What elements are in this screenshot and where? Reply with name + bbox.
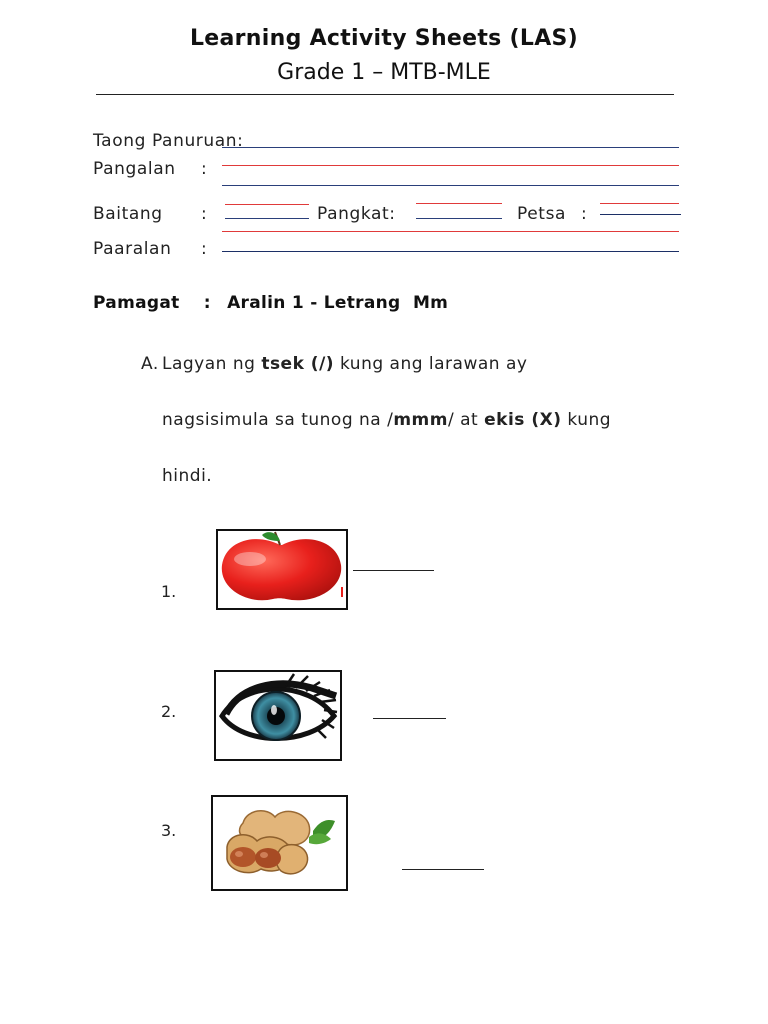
peanut-icon xyxy=(213,797,345,888)
item-3-number: 3. xyxy=(161,821,177,840)
baitang-label: Baitang xyxy=(93,204,163,224)
item-2-number: 2. xyxy=(161,702,177,721)
item-3-picture-frame xyxy=(211,795,348,891)
pamagat-label: Pamagat xyxy=(93,293,180,313)
pangalan-line-red[interactable] xyxy=(222,165,679,166)
pangkat-line-blue[interactable] xyxy=(416,218,502,219)
mmm-emphasis: mmm xyxy=(393,410,448,430)
taong-panuruan-line[interactable] xyxy=(222,147,679,148)
item-2-picture-frame xyxy=(214,670,342,761)
paaralan-line-red[interactable] xyxy=(222,231,679,232)
sheet-title: Learning Activity Sheets (LAS) xyxy=(189,26,579,51)
taong-panuruan-label: Taong Panuruan: xyxy=(93,131,244,151)
sheet-subtitle: Grade 1 – MTB-MLE xyxy=(277,60,491,85)
instruction-line-2 xyxy=(162,410,611,430)
item-1-number: 1. xyxy=(161,582,177,601)
petsa-line-blue[interactable] xyxy=(600,214,681,215)
instruction-text: kung xyxy=(561,410,612,430)
item-2-answer-line[interactable] xyxy=(373,718,446,719)
pamagat-value: Aralin 1 - Letrang Mm xyxy=(227,293,449,313)
instruction-text: nagsisimula sa tunog na / xyxy=(162,410,394,430)
petsa-label: Petsa xyxy=(517,204,567,224)
tsek-emphasis: tsek (/) xyxy=(261,354,335,374)
paaralan-label: Paaralan xyxy=(93,239,172,259)
pangalan-label: Pangalan xyxy=(93,159,176,179)
instruction-text: Lagyan ng xyxy=(162,354,262,374)
instruction-text: / at xyxy=(448,410,485,430)
pangalan-line-blue[interactable] xyxy=(222,185,679,186)
item-1-answer-line[interactable] xyxy=(353,570,434,571)
pangkat-line-red[interactable] xyxy=(416,203,502,204)
item-3-answer-line[interactable] xyxy=(402,869,484,870)
ekis-emphasis: ekis (X) xyxy=(484,410,562,430)
baitang-line-red[interactable] xyxy=(225,204,309,205)
eye-icon xyxy=(216,672,339,758)
instruction-line-1 xyxy=(162,354,527,374)
pamagat-row xyxy=(93,293,448,313)
petsa-colon: : xyxy=(581,204,588,224)
baitang-colon: : xyxy=(201,204,208,224)
paaralan-colon: : xyxy=(201,239,208,259)
pangalan-colon: : xyxy=(201,159,208,179)
instruction-text: kung ang larawan ay xyxy=(334,354,528,374)
pangkat-label: Pangkat: xyxy=(317,204,396,224)
item-1-picture-frame xyxy=(216,529,348,610)
apple-icon xyxy=(218,531,345,607)
paaralan-line-blue[interactable] xyxy=(222,251,679,252)
instruction-marker: A. xyxy=(141,354,159,374)
petsa-line-red[interactable] xyxy=(600,203,679,204)
pamagat-colon: : xyxy=(203,293,211,313)
instruction-line-3: hindi. xyxy=(162,466,213,486)
header-divider xyxy=(96,94,674,95)
baitang-line-blue[interactable] xyxy=(225,218,309,219)
